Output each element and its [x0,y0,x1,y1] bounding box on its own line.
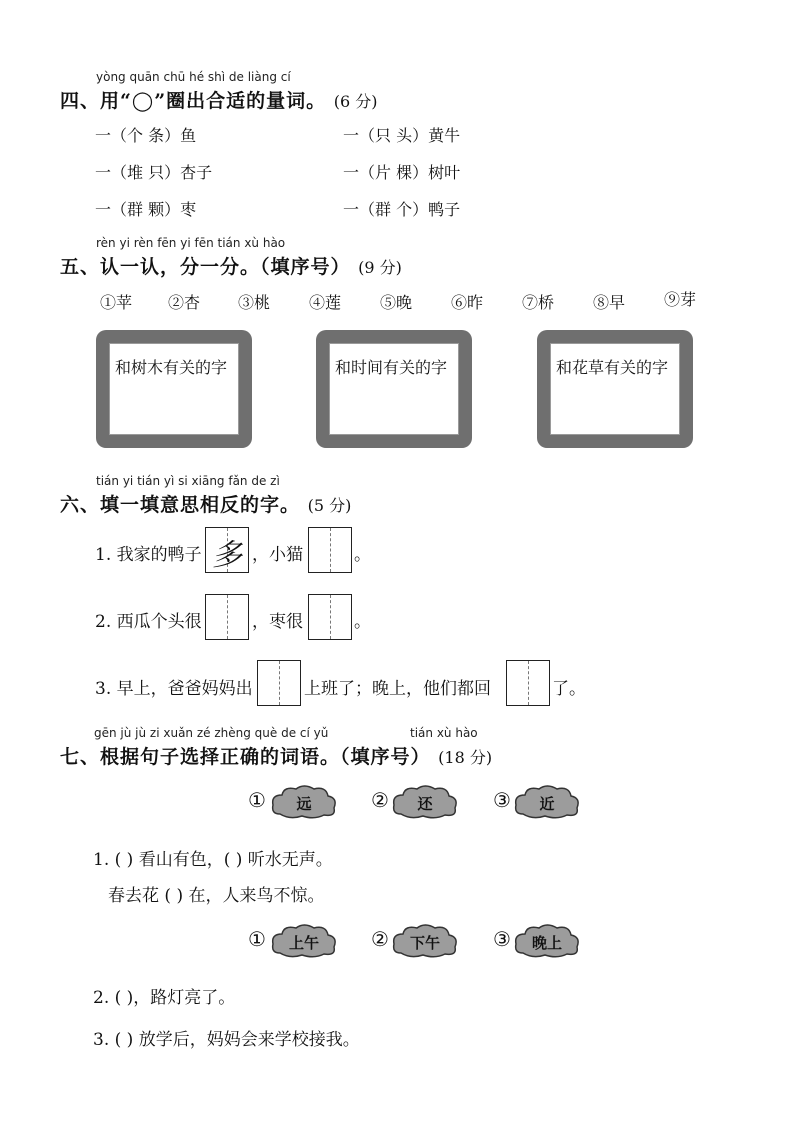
s5-char-4: ④莲 [309,293,342,312]
cloud-word: 上午 [288,934,319,952]
s5-char-1: ①苹 [100,293,133,312]
answer-grid[interactable] [205,527,249,573]
s4-title [60,86,378,113]
s7-pinyin: gēn jù jù zi xuǎn zé zhèng què de cí yǔ [94,726,329,740]
s5-char-3: ③桃 [238,293,271,312]
category-box-time[interactable] [316,330,472,448]
s5-char-6: ⑥昨 [451,293,484,312]
s4-item-1: 一（个 条）鱼 [95,126,197,145]
s5-score: (9 分) [358,258,402,277]
answer-grid[interactable] [506,660,550,706]
s6-q1-text: 1. 我家的鸭子 [95,545,202,565]
s7-title-text: 七、根据句子选择正确的词语。（填序号） [60,746,431,768]
s5-title [60,252,402,279]
s6-q1-end: 。 [354,545,371,565]
s6-title-text: 六、填一填意思相反的字。 [60,494,301,516]
cloud-word-option[interactable] [270,923,338,959]
s5-char-5: ⑤晚 [380,293,413,312]
cloud-number: ① [248,788,266,812]
s4-item-3: 一（堆 只）杏子 [95,163,213,182]
cloud-word-option[interactable] [391,784,459,820]
cloud-word-option[interactable] [391,923,459,959]
category-label: 和时间有关的字 [335,358,448,377]
s6-pinyin: tián yi tián yì si xiāng fǎn de zì [96,474,280,488]
answer-grid[interactable] [308,527,352,573]
cloud-word-option[interactable] [513,784,581,820]
s6-score: (5 分) [307,496,352,515]
s7-q2: 2. ( )，路灯亮了。 [93,988,236,1008]
handwritten-answer: 多 [212,538,242,573]
s4-title-text: 四、用“◯”圈出合适的量词。 [60,90,327,112]
cloud-word: 近 [539,795,555,813]
cloud-number: ② [371,927,389,951]
cloud-word: 还 [417,795,433,813]
cloud-word: 远 [296,795,312,813]
s7-pinyin-2: tián xù hào [410,726,478,740]
cloud-word: 下午 [409,934,440,952]
s5-char-2: ②杏 [168,293,201,312]
s4-score: (6 分) [333,92,378,111]
s4-item-5: 一（群 颗）枣 [95,200,197,219]
s6-q3-mid: 上班了；晚上，他们都回 [304,679,491,699]
s4-item-6: 一（群 个）鸭子 [343,200,461,219]
s6-q2-mid: ，枣很 [252,612,303,632]
s6-q2-end: 。 [354,612,371,632]
cloud-word-option[interactable] [270,784,338,820]
s6-title [60,490,351,517]
s7-q3: 3. ( ) 放学后，妈妈会来学校接我。 [93,1030,360,1050]
cloud-word-option[interactable] [513,923,581,959]
s5-char-8: ⑧早 [593,293,626,312]
s5-char-7: ⑦桥 [522,293,555,312]
s4-item-2: 一（只 头）黄牛 [343,126,461,145]
s5-char-9: ⑨芽 [664,290,697,309]
s6-q2-text: 2. 西瓜个头很 [95,612,202,632]
cloud-number: ① [248,927,266,951]
s4-item-4: 一（片 棵）树叶 [343,163,461,182]
cloud-word: 晚上 [531,934,562,952]
cloud-number: ③ [493,927,511,951]
category-label: 和树木有关的字 [115,358,228,377]
s6-q3-text: 3. 早上，爸爸妈妈出 [95,679,253,699]
s5-pinyin: rèn yi rèn fēn yi fēn tián xù hào [96,236,286,250]
s7-q1-line1: 1. ( ) 看山有色，( ) 听水无声。 [93,850,333,870]
category-box-flowers[interactable] [537,330,693,448]
s5-title-text: 五、认一认，分一分。（填序号） [60,256,351,278]
cloud-number: ② [371,788,389,812]
s7-title [60,742,492,769]
cloud-number: ③ [493,788,511,812]
answer-grid[interactable] [257,660,301,706]
s7-q1-line2: 春去花 ( ) 在，人来鸟不惊。 [108,886,325,906]
s6-q3-end: 了。 [552,679,586,699]
category-label: 和花草有关的字 [556,358,669,377]
answer-grid[interactable] [205,594,249,640]
answer-grid[interactable] [308,594,352,640]
s6-q1-mid: ，小猫 [252,545,303,565]
s4-pinyin: yòng quān chū hé shì de liàng cí [96,70,291,84]
category-box-trees[interactable] [96,330,252,448]
s7-score: (18 分) [438,748,493,767]
